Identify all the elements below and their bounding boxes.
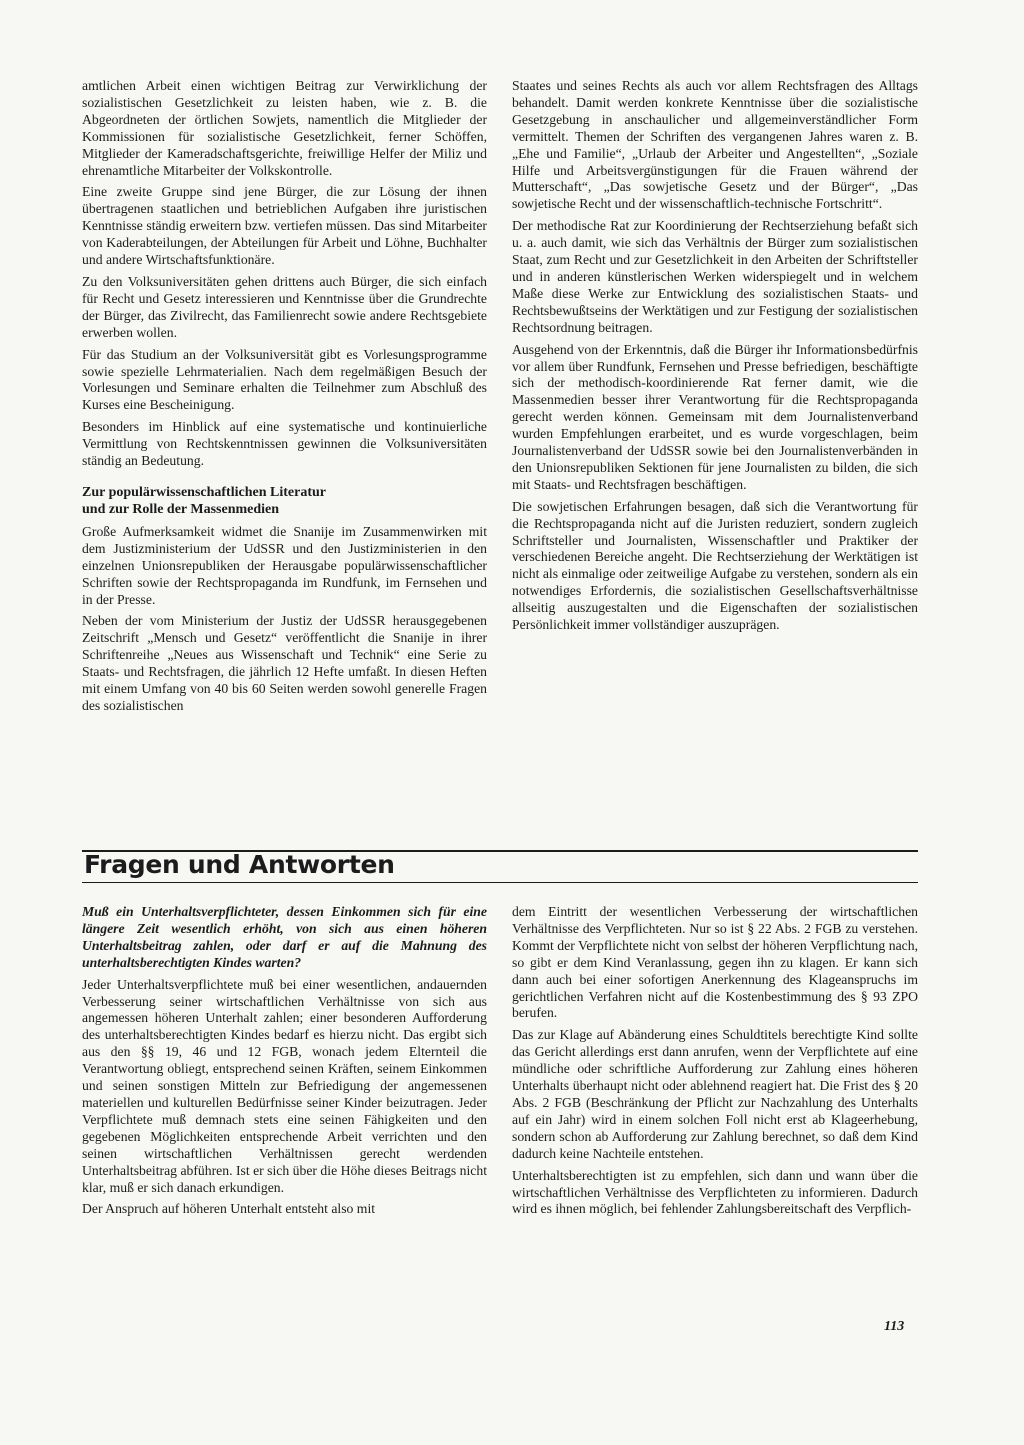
subheading-line-2: und zur Rolle der Massenmedien <box>82 501 280 517</box>
paragraph: amtlichen Arbeit einen wichtigen Beitrag zur Verwirklichung der sozialistischen Gesetzlichkeit zu leisten haben, wie z. B. die Abgeordneten der örtlichen Sowjets, namentlich die Mitglieder der Kommissionen für sozialistische Gesetzlichkeit, ferner Schöffen, Mitglieder der Kameradschaftsgerichte, freiwillige Helfer der Miliz und ehrenamtliche Mitarbeiter der Volkskontrolle. <box>82 78 487 178</box>
section-rule-thin <box>82 882 918 883</box>
paragraph: Das zur Klage auf Abänderung eines Schuldtitels berechtigte Kind sollte das Gericht allerdings erst dann anrufen, wenn der Verpflichtete auf eine mündliche oder schriftliche Aufforderung zur Zahlung eines höheren Unterhalts überhaupt nicht oder ablehnend reagiert hat. Die Frist des § 20 Abs. 2 FGB (Beschränkung der Pflicht zur Nachzahlung des Unterhalts auf ein Jahr) wird in einem solchen Foll nicht erst ab Klageerhebung, sondern schon ab Aufforderung zur Zahlung berechnet, so daß dem Kind dadurch keine Nachteile entstehen. <box>512 1027 918 1161</box>
top-left-column <box>82 78 487 715</box>
paragraph: Neben der vom Ministerium der Justiz der UdSSR herausgegebenen Zeitschrift „Mensch und Gesetz“ veröffentlicht die Snanije in ihrer Schriftenreihe „Neues aus Wissenschaft und Technik“ eine Serie zu Staats- und Rechtsfragen, die jährlich 12 Hefte umfaßt. In diesen Heften mit einem Umfang von 40 bis 60 Seiten werden sowohl generelle Fragen des sozialistischen <box>82 613 487 713</box>
paragraph: Der methodische Rat zur Koordinierung der Rechtserziehung befaßt sich u. a. auch damit, wie sich das Verhältnis der Bürger zum sozialistischen Staat, zum Recht und zur Gesetzlichkeit in den Arbeiten der Schriftsteller und in anderen künstlerischen Werken widerspiegelt und in welchem Maße diese Werke zur Entwicklung des sozialistischen Staats- und Rechtsbewußtseins der Werktätigen und zur Festigung der sozialistischen Rechtsordnung beitragen. <box>512 218 918 335</box>
section-title: Fragen und Antworten <box>84 850 395 879</box>
paragraph: Die sowjetischen Erfahrungen besagen, daß sich die Verantwortung für die Rechtspropaganda nicht auf die Juristen reduziert, sondern zugleich Schriftsteller und Journalisten, Wissenschaftler und Praktiker der verschiedenen Bereiche angeht. Die Rechtserziehung der Werktätigen ist nicht als einmalige oder zeitweilige Aufgabe zu verstehen, sondern als ein notwendiges Erfordernis, die sozialistischen Gesellschaftsverhältnisse allseitig auszugestalten und die Eigenschaften der sozialistischen Persönlichkeit immer vollständiger auszuprägen. <box>512 498 918 633</box>
paragraph: Für das Studium an der Volksuniversität gibt es Vorlesungsprogramme sowie spezielle Lehrmaterialien. Nach dem regelmäßigen Besuch der Vorlesungen und Seminare erhalten die Teilnehmer zum Abschluß des Kurses eine Bescheinigung. <box>82 346 487 413</box>
bottom-left-column <box>82 904 487 1218</box>
paragraph: Ausgehend von der Erkenntnis, daß die Bürger ihr Informationsbedürfnis vor allem über Rundfunk, Fernsehen und Presse befriedigen, beschäftigte sich der methodisch-koordinierende Rat ferner damit, wie die Massenmedien besser ihrer Verantwortung für die Rechtspropaganda gerecht werden können. Gemeinsam mit dem Journalistenverband wurden Empfehlungen erarbeitet, und es wurde vorgeschlagen, beim Journalistenverband der UdSSR sowie bei den Journalistenverbänden in den Unionsrepubliken Sektionen für jene Journalisten zu bilden, die sich mit Staats- und Rechtsfragen beschäftigen. <box>512 341 918 492</box>
paragraph: Besonders im Hinblick auf eine systematische und kontinuierliche Vermittlung von Rechtskenntnissen gewinnen die Volksuniversitäten ständig an Bedeutung. <box>82 419 487 469</box>
top-right-column <box>512 78 918 634</box>
paragraph: Zu den Volksuniversitäten gehen drittens auch Bürger, die sich einfach für Recht und Gesetz interessieren und Kenntnisse über die Grundrechte der Bürger, das Zivilrecht, das Familienrecht sowie andere Rechtsgebiete erwerben wollen. <box>82 273 487 340</box>
paragraph: Eine zweite Gruppe sind jene Bürger, die zur Lösung der ihnen übertragenen staatlichen und betrieblichen Aufgaben ihre juristischen Kenntnisse ständig erweitern bzw. vertiefen müssen. Das sind Mitarbeiter von Kaderabteilungen, der Abteilungen für Arbeit und Löhne, Buchhalter und andere Wirtschaftsfunktionäre. <box>82 184 487 268</box>
subheading <box>82 484 487 518</box>
page-number: 113 <box>884 1319 905 1334</box>
paragraph: Der Anspruch auf höheren Unterhalt entsteht also mit <box>82 1201 376 1217</box>
paragraph: dem Eintritt der wesentlichen Verbesserung der wirtschaftlichen Verhältnisse des Verpflichteten. Nur so ist § 22 Abs. 2 FGB zu verstehen. Kommt der Verpflichtete nicht von selbst der höheren Verpflichtung nach, so gibt er dem Kind Veranlassung, gegen ihn zu klagen. Er kann sich dann auch bei einer sofortigen Anerkennung des Klageanspruchs im gerichtlichen Verfahren nicht auf die Kostenbestimmung des § 93 ZPO berufen. <box>512 904 918 1021</box>
question: Muß ein Unterhaltsverpflichteter, dessen Einkommen sich für eine längere Zeit wesentlich erhöht, von sich aus einen höheren Unterhaltsbeitrag zahlen, oder darf er auf die Mahnung des unterhaltsberechtigten Kindes warten? <box>82 904 487 970</box>
paragraph: Staates und seines Rechts als auch vor allem Rechtsfragen des Alltags behandelt. Damit werden konkrete Kenntnisse über die sozialistische Gesetzgebung in anschaulicher und allgemeinverständlicher Form vermittelt. Themen der Schriften des vergangenen Jahres waren z. B. „Ehe und Familie“, „Urlaub der Arbeiter und Angestellten“, „Soziale Hilfe und Arbeitsvergünstigungen für die Frauen während der Mutterschaft“, „Das sowjetische Gesetz und der Bürger“, „Das sowjetische Recht und der wissenschaftlich-technische Fortschritt“. <box>512 78 918 212</box>
subheading-line-1: Zur populärwissenschaftlichen Literatur <box>82 484 326 500</box>
paragraph: Große Aufmerksamkeit widmet die Snanije im Zusammenwirken mit dem Justizministerium der UdSSR und den Justizministerien in den einzelnen Unionsrepubliken der Herausgabe populärwissenschaftlicher Schriften sowie der Rechtspropaganda im Rundfunk, im Fernsehen und in der Presse. <box>82 523 487 607</box>
paragraph: Unterhaltsberechtigten ist zu empfehlen, sich dann und wann über die wirtschaftlichen Verhältnisse des Verpflichteten zu informieren. Dadurch wird es ihnen möglich, bei fehlender Zahlungsbereitschaft des Verpflich- <box>512 1167 918 1217</box>
bottom-right-column <box>512 904 918 1218</box>
paragraph: Jeder Unterhaltsverpflichtete muß bei einer wesentlichen, andauernden Verbesserung seiner wirtschaftlichen Verhältnisse von sich aus angemessen höheren Unterhalt zahlen; einer besonderen Aufforderung des unterhaltsberechtigten Kindes bedarf es hierzu nicht. Das ergibt sich aus den §§ 19, 46 und 12 FGB, wonach jedem Elternteil die Verantwortung obliegt, entsprechend seinen Kräften, seinem Einkommen und seinen sonstigen Mitteln zur Befriedigung der angemessenen materiellen und kulturellen Bedürfnisse seiner Kinder beizutragen. Jeder Verpflichtete muß demnach stets eine seinen Fähigkeiten und den gegebenen Möglichkeiten entsprechende Arbeit verrichten und den seinen wirtschaftlichen Verhältnissen gerecht werdenden Unterhaltsbeitrag abführen. Ist er sich über die Höhe dieses Beitrags nicht klar, muß er sich danach erkundigen. <box>82 976 487 1195</box>
